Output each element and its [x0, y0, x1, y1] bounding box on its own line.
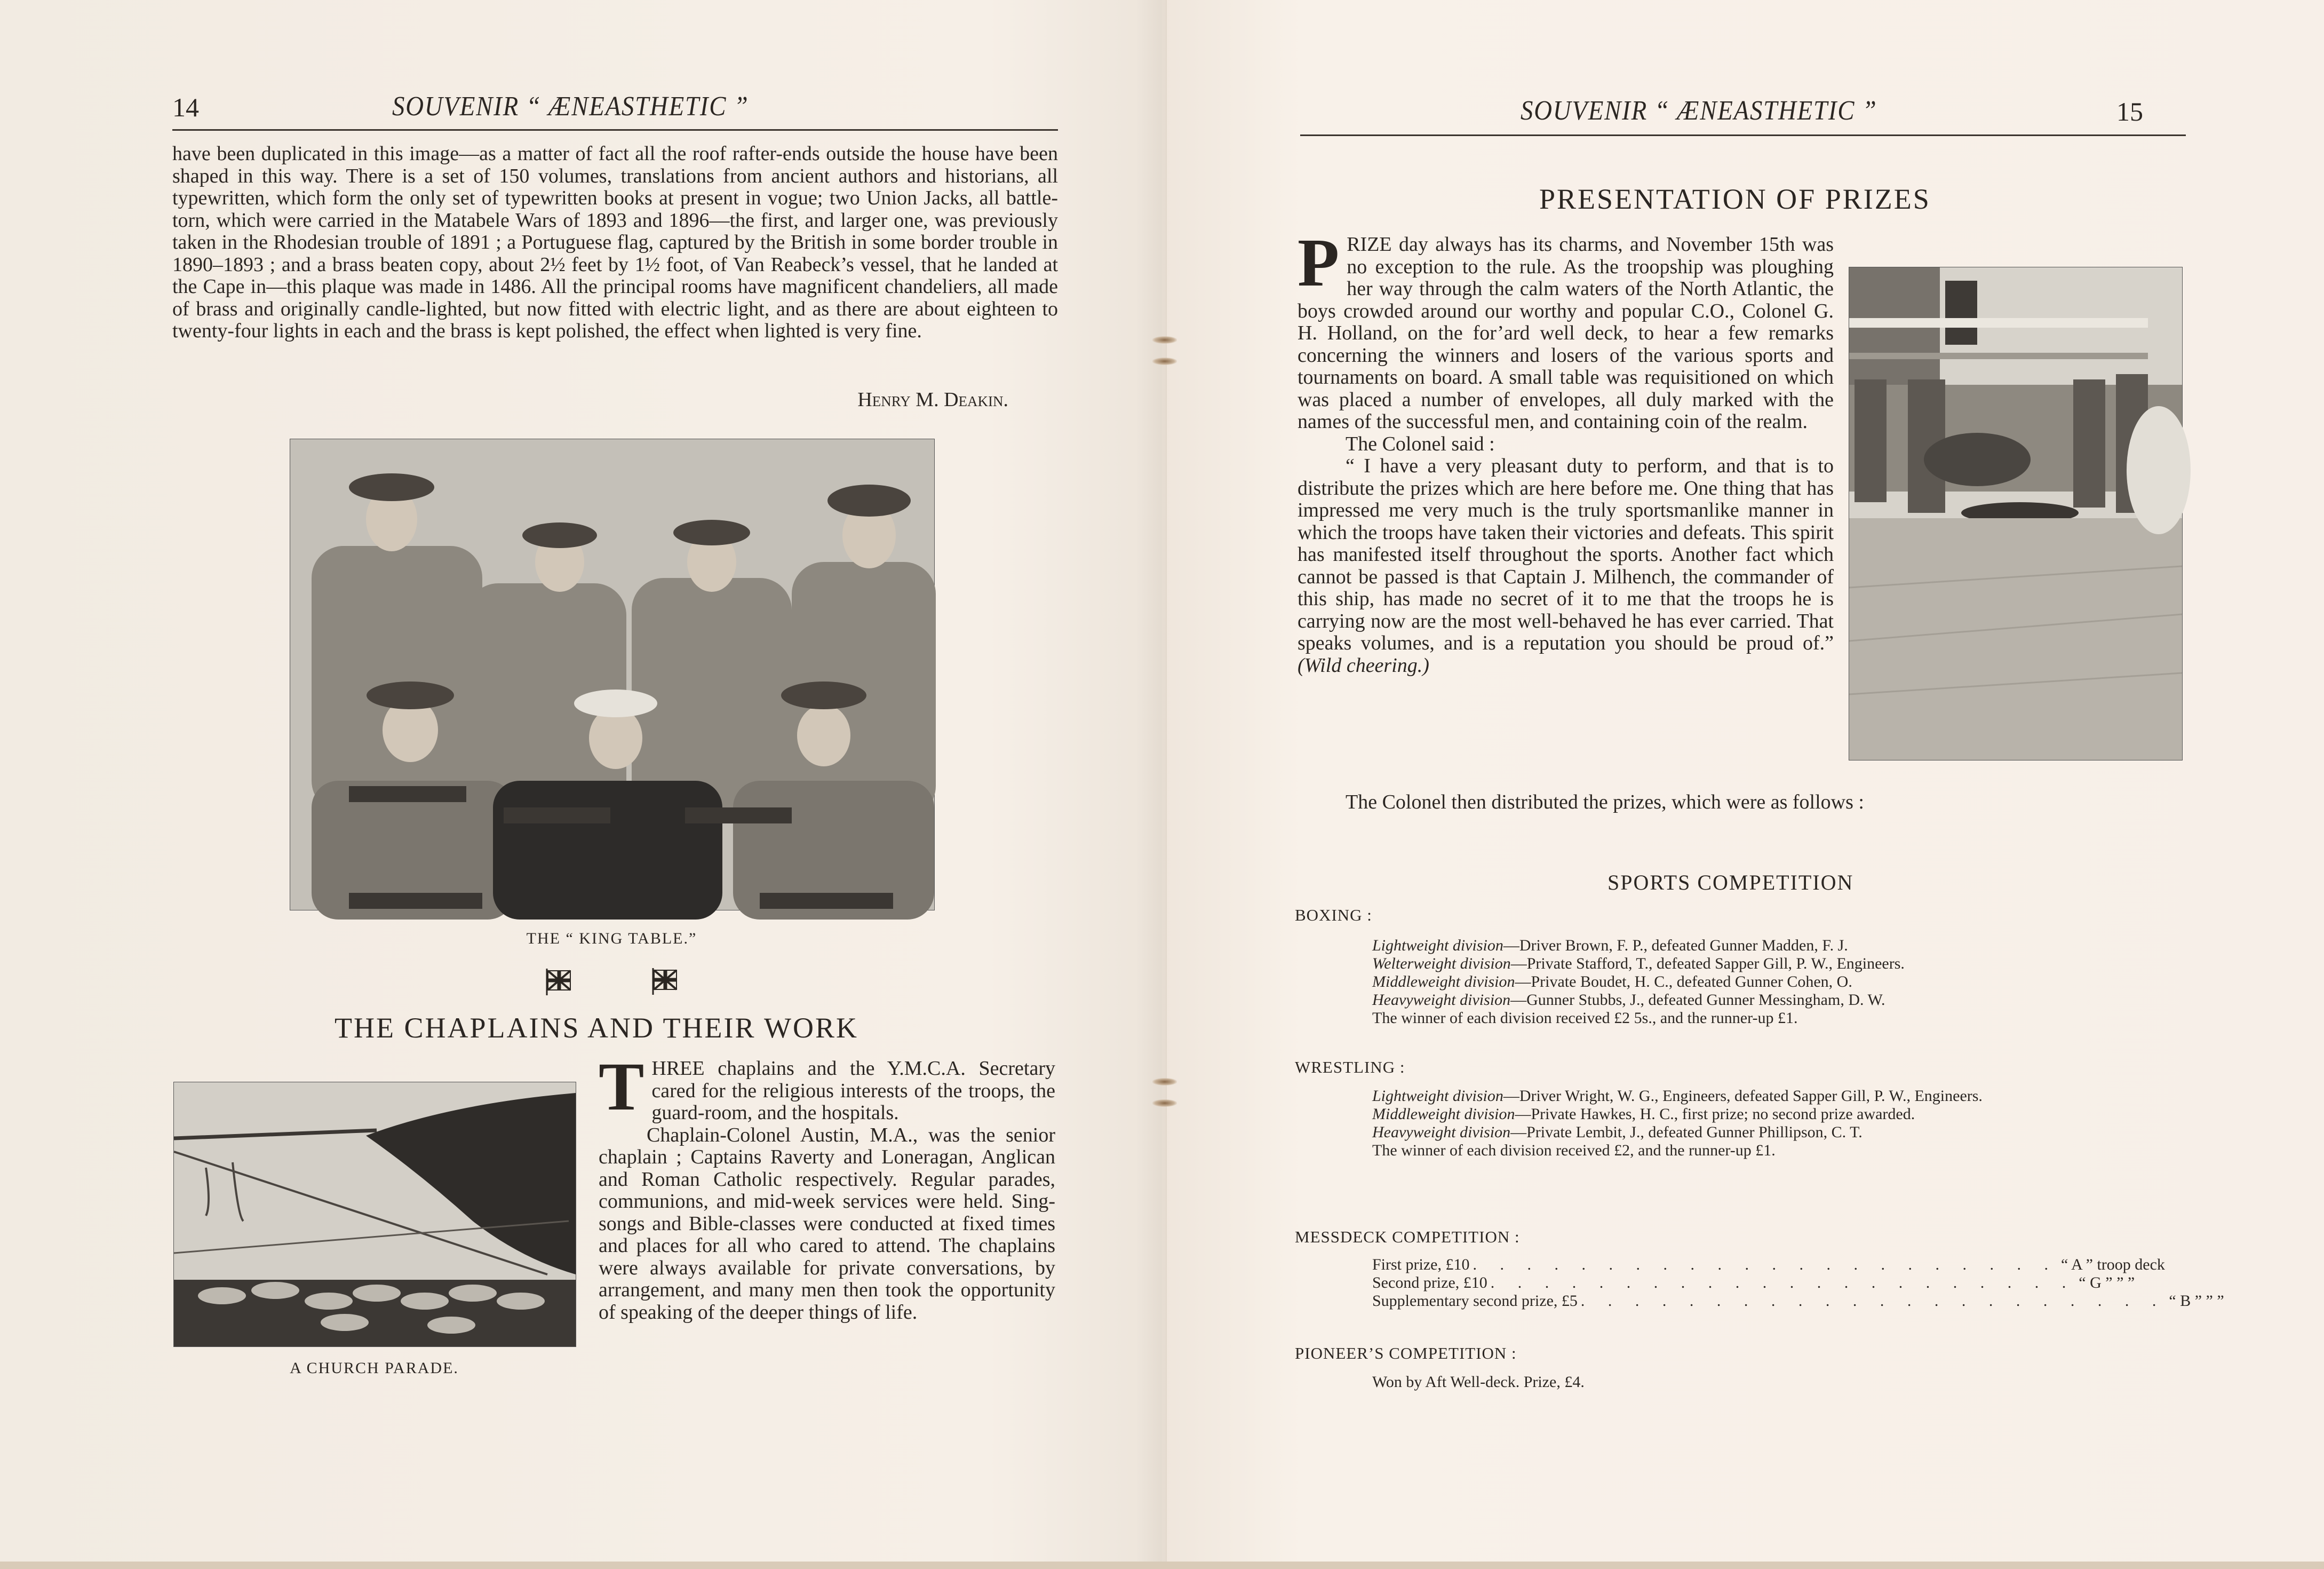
church-parade-caption: A CHURCH PARADE.: [290, 1359, 459, 1377]
header-rule-left: [172, 129, 1058, 131]
church-parade-photo: [173, 1082, 576, 1347]
chaplains-para-1-text: chaplains and the Y.M.C.A. Secretary cared for the religious interests of the troops, the guard-room, and the hospitals.: [651, 1057, 1055, 1124]
page-number-right: 15: [2116, 97, 2143, 126]
colonel-said: The Colonel said :: [1346, 432, 1495, 455]
messdeck-results: [1372, 1256, 2224, 1310]
union-jack-flag-icon: [546, 968, 572, 995]
bout-result: —Private Lembit, J., defeated Gunner Phillipson, C. T.: [1510, 1123, 1863, 1141]
division-name: Lightweight division: [1372, 1087, 1503, 1105]
king-table-photo: [290, 439, 935, 910]
sports-competition-title: SPORTS COMPETITION: [1607, 870, 1854, 894]
staple-icon: [1152, 1078, 1177, 1085]
distributed-text: The Colonel then distributed the prizes, which were as follows :: [1346, 791, 1864, 813]
prize-winner: “ G ” ” ”: [2079, 1274, 2135, 1291]
chaplains-para-2: Chaplain-Colonel Austin, M.A., was the senior chaplain ; Captains Raverty and Loneragan, Anglican and Roman Catholic respectively. Regular parades, communions, and mid-week services were held. Sing-songs and Bible-classes were conducted at fixed times and places for all who cared to attend. The chaplains were always available for private conversations, by arrangement, and many men then took the opportunity of speaking of the deeper things of life.: [599, 1123, 1055, 1324]
king-table-caption: THE “ KING TABLE.”: [526, 930, 697, 947]
speech-aside: (Wild cheering.): [1298, 654, 1429, 677]
dropcap-t: T: [599, 1049, 644, 1124]
dot-leader: . . . . . . . . . . . . . . . . . . . . . .: [1490, 1274, 2076, 1291]
header-rule-right: [1300, 134, 2186, 136]
bout-result: —Gunner Stubbs, J., defeated Gunner Messingham, D. W.: [1510, 991, 1885, 1009]
deck-games-image: [1849, 267, 2182, 760]
prize-label: Second prize, £10: [1372, 1274, 1487, 1291]
gutter-shadow: [1136, 0, 1166, 1569]
messdeck-label: MESSDECK COMPETITION :: [1295, 1227, 1520, 1246]
prizes-section-title: PRESENTATION OF PRIZES: [1539, 183, 1931, 215]
staple-icon: [1152, 1099, 1177, 1107]
deck-games-photo: [1849, 267, 2183, 760]
messdeck-row: [1372, 1274, 2135, 1292]
boxing-label: BOXING :: [1295, 906, 1372, 924]
prize-label: First prize, £10: [1372, 1256, 1470, 1273]
bout-result: —Private Stafford, T., defeated Sapper Gill, P. W., Engineers.: [1510, 955, 1905, 972]
article-text: have been duplicated in this image—as a matter of fact all the roof rafter-ends outside the house have been shaped in this way. There is a set of 150 volumes, translations from ancient authors and historians, all typewritten, which form the only set of typewritten books at present in vogue; two Union Jacks, all battle-torn, which were carried in the Matabele Wars of 1893 and 1896—the first, and larger one, was previously taken in the Rhodesian trouble of 1891 ; a Portuguese flag, captured by the British in some border trouble in 1890–1893 ; and a brass beaten copy, about 2½ feet by 1½ foot, of Van Reabeck’s vessel, that he landed at the Cape in—this plaque was made in 1486. All the principal rooms have magnificent chandeliers, all made of brass and originally candle-lighted, but now fitted with electric light, and as there are about eighteen to twenty-four lights in each and the brass is kept polished, the effect when lighted is very fine.: [172, 142, 1058, 342]
division-name: Middleweight division: [1372, 973, 1515, 990]
prize-label: Supplementary second prize, £5: [1372, 1292, 1578, 1310]
prize-winner: “ A ” troop deck: [2060, 1256, 2165, 1273]
bout-result: —Driver Wright, W. G., Engineers, defeated Sapper Gill, P. W., Engineers.: [1503, 1087, 1983, 1105]
pioneer-label: PIONEER’S COMPETITION :: [1295, 1344, 1517, 1362]
division-name: Lightweight division: [1372, 937, 1503, 954]
prizes-intro-text: day always has its charms, and November 15th was no exception to the rule. As the troopship was ploughing her way through the calm waters of the North Atlantic, the boys crowded around our worthy and popular C.O., Colonel G. H. Holland, on the for’ard well deck, to hear a few remarks concerning the winners and losers of the various sports and tournaments on board. A small table was requisitioned on which was placed a number of envelopes, all duly marked with the names of the successful men, and containing coin of the realm.: [1298, 233, 1834, 433]
dot-leader: . . . . . . . . . . . . . . . . . . . . . .: [1580, 1292, 2166, 1310]
wrestling-entry: [1372, 1123, 2108, 1142]
speech-text: “ I have a very pleasant duty to perform, and that is to distribute the prizes which are here before me. One thing that has impressed me very much is the truly sportsmanlike manner in which the troops have taken their victories and defeats. This spirit has manifested itself throughout the sports. Another fact which cannot be passed is that Captain J. Milhench, the commander of this ship, has made no secret of it to me that the troops he is carrying now are the most well-behaved he has ever carried. That speaks volumes, and is a reputation you should be proud of.”: [1298, 455, 1834, 654]
staple-icon: [1152, 358, 1177, 365]
boxing-entry: [1372, 955, 2119, 973]
running-header-left: SOUVENIR “ ÆNEASTHETIC ”: [392, 91, 749, 122]
dot-leader: . . . . . . . . . . . . . . . . . . . . . .: [1473, 1256, 2058, 1273]
chaplains-lead-word: HREE: [651, 1057, 705, 1080]
division-name: Welterweight division: [1372, 955, 1511, 972]
prizes-intro: [1298, 225, 1834, 677]
chaplains-para-1: [599, 1049, 1055, 1124]
wrestling-label: WRESTLING :: [1295, 1058, 1405, 1076]
wrestling-entry: [1372, 1105, 2108, 1123]
page-number-left: 14: [172, 92, 199, 122]
wrestling-entry: [1372, 1087, 2108, 1105]
boxing-entry: [1372, 991, 2119, 1009]
bout-result: —Private Boudet, H. C., defeated Gunner Cohen, O.: [1515, 973, 1852, 990]
chaplains-article: [599, 1049, 1055, 1324]
prize-winner: “ B ” ” ”: [2169, 1292, 2224, 1310]
division-name: Middleweight division: [1372, 1105, 1515, 1123]
prizes-lead-word: RIZE: [1347, 233, 1392, 256]
staple-icon: [1152, 336, 1177, 344]
running-header-right: SOUVENIR “ ÆNEASTHETIC ”: [1521, 96, 1877, 126]
boxing-entry: [1372, 937, 2119, 955]
bout-result: —Private Hawkes, H. C., first prize; no second prize awarded.: [1515, 1105, 1915, 1123]
division-name: Heavyweight division: [1372, 991, 1511, 1009]
dropcap-p: P: [1298, 225, 1340, 300]
messdeck-row: [1372, 1292, 2224, 1310]
wrestling-results: [1372, 1087, 2108, 1160]
author-signature: Henry M. Deakin.: [857, 389, 1008, 411]
distributed-line: [1298, 791, 2151, 814]
page-bottom-edge: [0, 1562, 2324, 1569]
chaplains-section-title: THE CHAPLAINS AND THEIR WORK: [335, 1012, 859, 1044]
church-parade-image: [174, 1082, 576, 1346]
boxing-results: [1372, 937, 2119, 1027]
prizes-intro-para: [1298, 225, 1834, 433]
messdeck-row: [1372, 1256, 2165, 1274]
boxing-entry: [1372, 973, 2119, 991]
continued-article: [172, 143, 1058, 343]
division-name: Heavyweight division: [1372, 1123, 1511, 1141]
group-portrait-image: [290, 439, 934, 910]
boxing-prize-note: The winner of each division received £2 5s., and the runner-up £1.: [1372, 1009, 1798, 1027]
pioneer-result: Won by Aft Well-deck. Prize, £4.: [1372, 1373, 1585, 1391]
colonel-speech: [1298, 455, 1834, 677]
bout-result: —Driver Brown, F. P., defeated Gunner Madden, F. J.: [1503, 937, 1848, 954]
gutter-fold: [1166, 0, 1167, 1569]
union-jack-flag-icon: [652, 967, 679, 995]
wrestling-prize-note: The winner of each division received £2, and the runner-up £1.: [1372, 1142, 1776, 1159]
